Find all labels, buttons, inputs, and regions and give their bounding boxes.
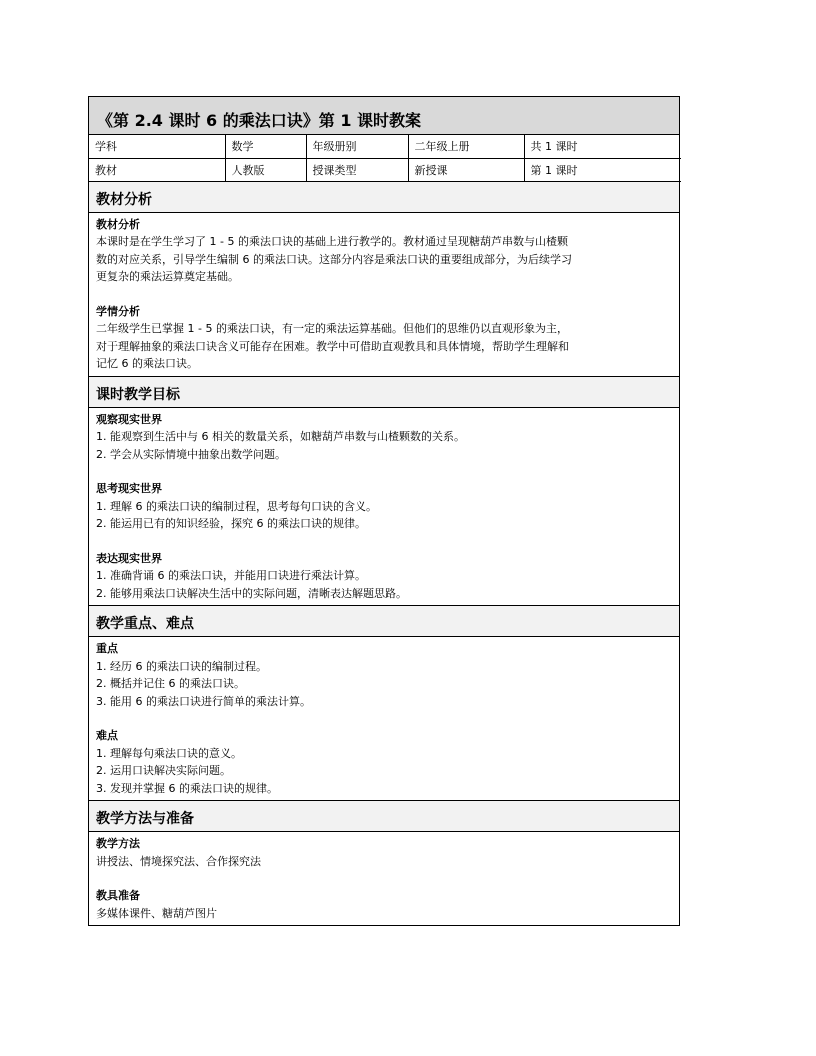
text-line: 更复杂的乘法运算奠定基础。 — [96, 270, 239, 283]
keypoint-group-label: 重点 — [96, 642, 118, 655]
goal-group-label: 思考现实世界 — [96, 482, 162, 495]
student-analysis-text — [96, 320, 672, 373]
info-table — [89, 135, 681, 182]
analysis-heading: 教材分析 — [89, 182, 679, 213]
material-analysis-label: 教材分析 — [96, 217, 140, 231]
list-item: 2. 学会从实际情境中抽象出数学问题。 — [96, 447, 286, 461]
info-cell: 授课类型 — [306, 158, 408, 181]
keypoint-group-label: 难点 — [96, 729, 118, 742]
prep-label: 教具准备 — [96, 889, 140, 902]
text-line: 二年级学生已掌握 1 - 5 的乘法口诀，有一定的乘法运算基础。但他们的思维仍以直观形象为主， — [96, 322, 568, 335]
info-cell: 共 1 课时 — [524, 135, 681, 158]
info-cell: 学科 — [89, 135, 225, 158]
info-cell: 新授课 — [408, 158, 524, 181]
list-item: 1. 理解每句乘法口诀的意义。 — [96, 746, 242, 760]
goal-group-label: 观察现实世界 — [96, 412, 162, 426]
text-line: 对于理解抽象的乘法口诀含义可能存在困难。教学中可借助直观教具和具体情境，帮助学生理解和 — [96, 339, 569, 353]
student-analysis-label: 学情分析 — [96, 304, 140, 318]
keypoints-section — [89, 606, 679, 801]
list-item: 2. 运用口诀解决实际问题。 — [96, 764, 231, 777]
list-item: 3. 能用 6 的乘法口诀进行简单的乘法计算。 — [96, 694, 311, 708]
text-line: 数的对应关系，引导学生编制 6 的乘法口诀。这部分内容是乘法口诀的重要组成部分，为后续学习 — [96, 252, 572, 266]
prep-text: 多媒体课件、糖葫芦图片 — [96, 906, 217, 920]
list-item: 1. 经历 6 的乘法口诀的编制过程。 — [96, 659, 267, 673]
lesson-plan-document — [88, 96, 680, 926]
keypoints-heading: 教学重点、难点 — [89, 606, 679, 637]
goals-heading: 课时教学目标 — [89, 377, 679, 408]
material-analysis-text — [96, 233, 672, 286]
info-row — [89, 158, 681, 181]
analysis-section — [89, 182, 679, 377]
list-item: 1. 能观察到生活中与 6 相关的数量关系，如糖葫芦串数与山楂颗数的关系。 — [96, 430, 465, 443]
list-item: 3. 发现并掌握 6 的乘法口诀的规律。 — [96, 781, 278, 795]
list-item: 2. 概括并记住 6 的乘法口诀。 — [96, 677, 245, 690]
info-cell: 二年级上册 — [408, 135, 524, 158]
goals-section — [89, 377, 679, 607]
list-item: 2. 能运用已有的知识经验，探究 6 的乘法口诀的规律。 — [96, 517, 366, 530]
list-item: 2. 能够用乘法口诀解决生活中的实际问题，清晰表达解题思路。 — [96, 586, 407, 600]
info-cell: 第 1 课时 — [524, 158, 681, 181]
methods-heading: 教学方法与准备 — [89, 801, 679, 832]
text-line: 记忆 6 的乘法口诀。 — [96, 357, 198, 370]
document-title: 《第 2.4 课时 6 的乘法口诀》第 1 课时教案 — [89, 97, 679, 135]
goal-group-label: 表达现实世界 — [96, 551, 162, 565]
list-item: 1. 准确背诵 6 的乘法口诀，并能用口诀进行乘法计算。 — [96, 569, 366, 582]
method-label: 教学方法 — [96, 837, 140, 850]
info-cell: 人教版 — [225, 158, 306, 181]
info-row — [89, 135, 681, 158]
text-line: 本课时是在学生学习了 1 - 5 的乘法口诀的基础上进行教学的。教材通过呈现糖葫芦串数与山楂颗 — [96, 235, 568, 248]
methods-section — [89, 801, 679, 925]
info-cell: 年级册别 — [306, 135, 408, 158]
method-text: 讲授法、情境探究法、合作探究法 — [96, 854, 261, 868]
info-cell: 教材 — [89, 158, 225, 181]
info-cell: 数学 — [225, 135, 306, 158]
list-item: 1. 理解 6 的乘法口诀的编制过程，思考每句口诀的含义。 — [96, 499, 377, 513]
